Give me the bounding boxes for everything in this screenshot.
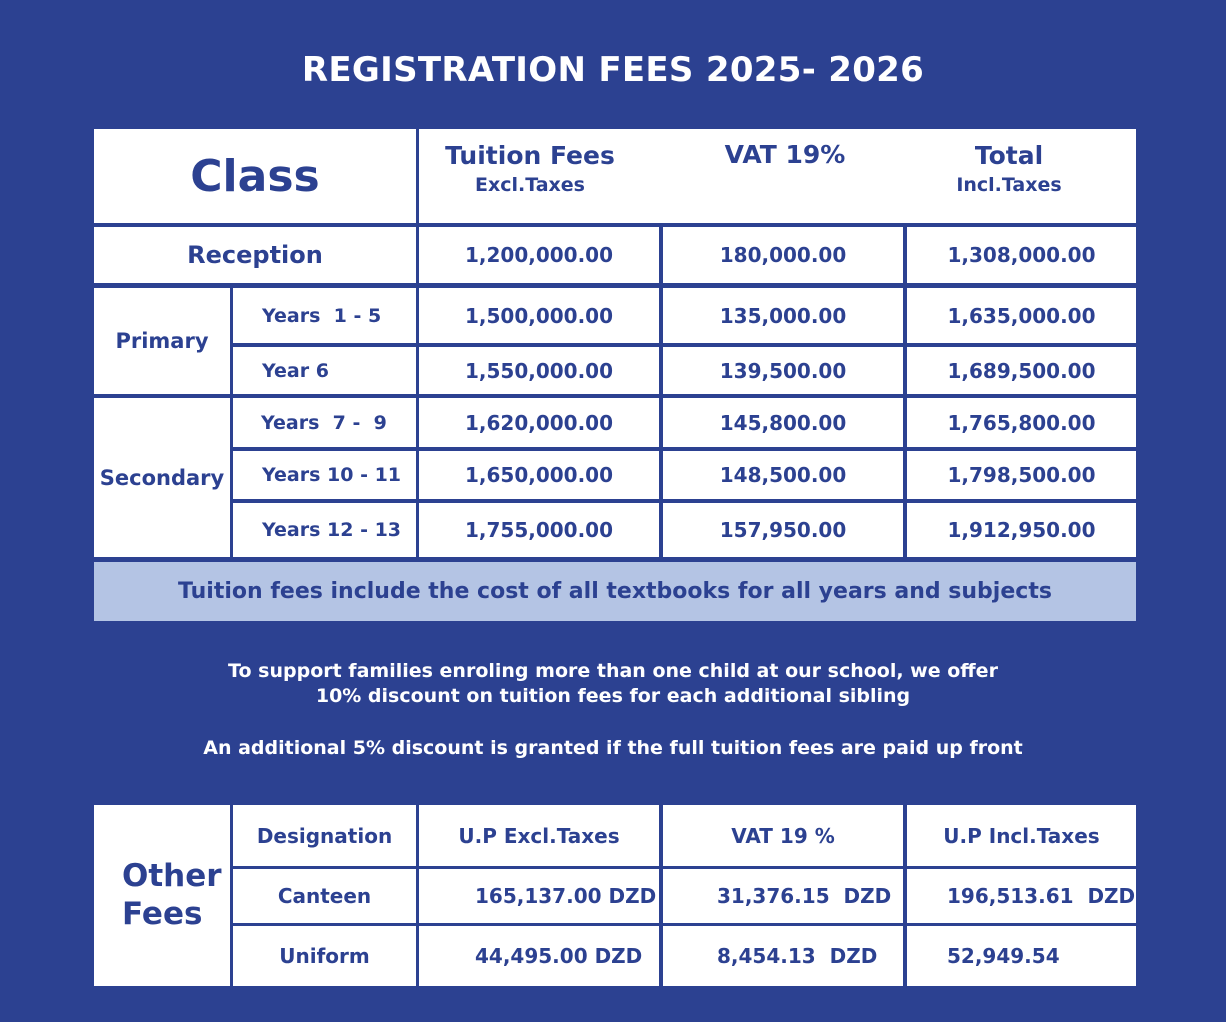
sibling-discount-line1: To support families enroling more than one child at our school, we offer <box>228 660 998 682</box>
header-tuition-cell <box>419 140 641 215</box>
primary-total-1: 1,635,000.00 <box>907 288 1136 343</box>
reception-label-text: Reception <box>187 241 323 269</box>
primary-tuition-1: 1,500,000.00 <box>419 288 659 343</box>
primary-total-2: 1,689,500.00 <box>907 347 1136 394</box>
secondary-label <box>94 398 230 557</box>
secondary-tuition-1: 1,620,000.00 <box>419 398 659 447</box>
secondary-year-2: Years 10 - 11 <box>233 451 416 499</box>
other-row-uniform-vat: 8,454.13 DZD <box>663 926 903 986</box>
primary-label <box>94 288 230 394</box>
primary-year-2: Year 6 <box>233 347 416 394</box>
reception-total: 1,308,000.00 <box>907 227 1136 283</box>
primary-year-1: Years 1 - 5 <box>233 288 416 343</box>
secondary-year-1: Years 7 - 9 <box>233 398 416 447</box>
other-header-up-excl: U.P Excl.Taxes <box>419 805 659 866</box>
header-total-sublabel: Incl.Taxes <box>956 173 1062 196</box>
sibling-discount-line2: 10% discount on tuition fees for each additional sibling <box>315 685 911 707</box>
header-vat-label: VAT 19% <box>724 140 846 169</box>
primary-tuition-2: 1,550,000.00 <box>419 347 659 394</box>
secondary-vat-2: 148,500.00 <box>663 451 903 499</box>
header-vat-cell <box>663 140 907 190</box>
secondary-tuition-3: 1,755,000.00 <box>419 503 659 557</box>
other-header-vat: VAT 19 % <box>663 805 903 866</box>
reception-label <box>94 227 416 283</box>
header-tuition-sublabel: Excl.Taxes <box>474 173 585 196</box>
secondary-label-text: Secondary <box>99 465 225 490</box>
other-fees-label <box>94 805 230 986</box>
other-header-up-incl: U.P Incl.Taxes <box>907 805 1136 866</box>
header-class <box>94 129 416 223</box>
secondary-year-3: Years 12 - 13 <box>233 503 416 557</box>
other-row-canteen-vat: 31,376.15 DZD <box>663 869 903 923</box>
other-row-canteen-excl: 165,137.00 DZD <box>419 869 659 923</box>
secondary-total-3: 1,912,950.00 <box>907 503 1136 557</box>
other-row-canteen-name: Canteen <box>233 869 416 923</box>
primary-vat-2: 139,500.00 <box>663 347 903 394</box>
other-fees-label-line1: Other <box>122 858 222 895</box>
header-tuition-label: Tuition Fees <box>445 141 615 170</box>
other-fees-label-line2: Fees <box>122 895 203 932</box>
reception-vat: 180,000.00 <box>663 227 903 283</box>
other-header-designation: Designation <box>233 805 416 866</box>
other-row-canteen-incl: 196,513.61 DZD <box>907 869 1136 923</box>
page-title: REGISTRATION FEES 2025- 2026 <box>301 50 925 90</box>
other-row-uniform-name: Uniform <box>233 926 416 986</box>
secondary-total-1: 1,765,800.00 <box>907 398 1136 447</box>
other-row-uniform-incl: 52,949.54 <box>907 926 1136 986</box>
header-total-cell <box>907 140 1111 215</box>
header-class-label: Class <box>190 150 320 202</box>
secondary-vat-3: 157,950.00 <box>663 503 903 557</box>
other-row-uniform-excl: 44,495.00 DZD <box>419 926 659 986</box>
secondary-vat-1: 145,800.00 <box>663 398 903 447</box>
textbook-note: Tuition fees include the cost of all textbooks for all years and subjects <box>94 562 1136 621</box>
secondary-total-2: 1,798,500.00 <box>907 451 1136 499</box>
reception-tuition: 1,200,000.00 <box>419 227 659 283</box>
primary-label-text: Primary <box>115 329 209 353</box>
upfront-discount: An additional 5% discount is granted if the full tuition fees are paid up front <box>203 737 1023 759</box>
header-total-label: Total <box>974 141 1044 170</box>
secondary-tuition-2: 1,650,000.00 <box>419 451 659 499</box>
primary-vat-1: 135,000.00 <box>663 288 903 343</box>
